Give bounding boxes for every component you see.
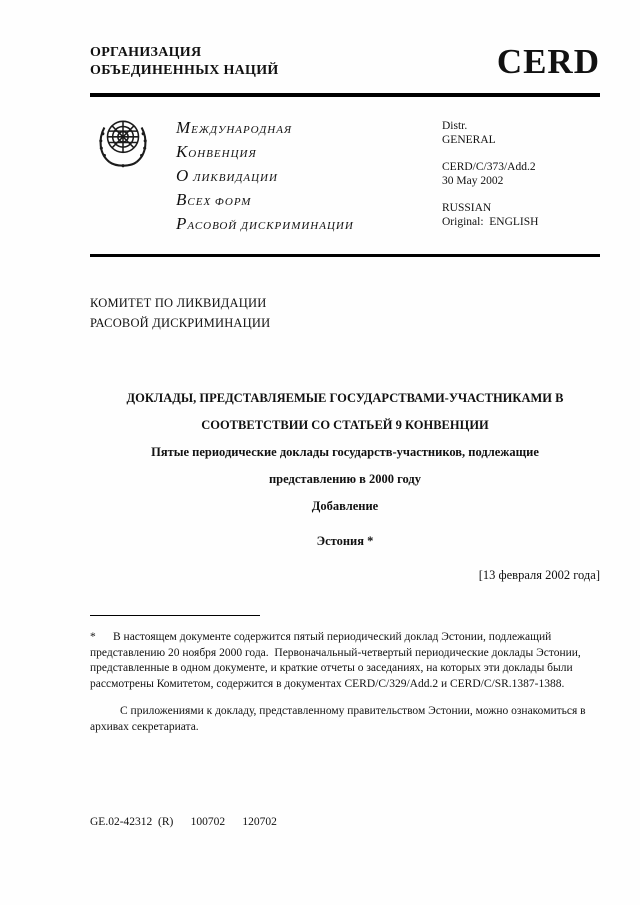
distribution-type-group (442, 119, 600, 147)
language-group (442, 201, 600, 229)
divider-rule-bottom (90, 254, 600, 257)
convention-line: КОНВЕНЦИЯ (176, 142, 257, 161)
periodic-reports-subtitle-line2: представлению в 2000 году (268, 472, 421, 486)
report-title-line1: ДОКЛАДЫ, ПРЕДСТАВЛЯЕМЫЕ ГОСУДАРСТВАМИ-УЧАСТНИКАМИ В (126, 391, 564, 405)
footnote-2: С приложениями к докладу, представленному правительством Эстонии, можно ознакомиться в архивах секретариата. (90, 705, 586, 733)
convention-line: РАСОВОЙ ДИСКРИМИНАЦИИ (176, 214, 354, 233)
footnote-1: * В настоящем документе содержится пятый периодический доклад Эстонии, подлежащий представлению 20 ноября 2000 года. Первоначальный-четвертый периодические доклады Эстонии, представленные в одном документе, и краткие отчеты о заседаниях, на которых эти доклады были рассмотрены Комитетом, содержится в документах CERD/C/329/Add.2 и CERD/C/SR.1387-1388. (90, 631, 581, 690)
committee-line2: РАСОВОЙ ДИСКРИМИНАЦИИ (90, 316, 271, 330)
committee-heading (90, 293, 600, 333)
submission-date: [13 февраля 2002 года] (478, 568, 600, 582)
un-emblem-logo (92, 113, 154, 173)
country-heading: Эстония * (316, 534, 374, 548)
footer-reference: GE.02-42312 (R) 100702 120702 (90, 816, 277, 828)
distribution-block (442, 113, 600, 242)
committee-line1: КОМИТЕТ ПО ЛИКВИДАЦИИ (90, 296, 267, 310)
document-language: RUSSIAN (442, 202, 492, 214)
convention-line: МЕЖДУНАРОДНАЯ (176, 118, 293, 137)
document-date: 30 May 2002 (442, 175, 504, 187)
un-emblem-icon (92, 113, 154, 173)
document-symbol-group (442, 160, 600, 188)
document-header (90, 44, 600, 80)
distr-label: Distr. (442, 120, 468, 132)
organization-name (90, 44, 279, 80)
distr-type: GENERAL (442, 134, 496, 146)
convention-title (176, 113, 391, 242)
document-series-symbol: CERD (496, 42, 600, 81)
report-title-line2: СООТВЕТСТВИИ СО СТАТЬЕЙ 9 КОНВЕНЦИИ (201, 418, 489, 432)
addendum-heading: Добавление (311, 499, 379, 513)
organization-name-line1: ОРГАНИЗАЦИЯ (90, 45, 202, 60)
masthead (90, 97, 600, 242)
footnote-separator (90, 615, 260, 616)
periodic-reports-subtitle-line1: Пятые периодические доклады государств-участников, подлежащие (151, 445, 539, 459)
title-section (90, 385, 600, 555)
document-symbol: CERD/C/373/Add.2 (442, 161, 536, 173)
convention-line: О ЛИКВИДАЦИИ (176, 166, 278, 185)
original-language: Original: ENGLISH (442, 216, 539, 228)
convention-line: ВСЕХ ФОРМ (176, 190, 252, 209)
organization-name-line2: ОБЪЕДИНЕННЫХ НАЦИЙ (90, 63, 279, 78)
